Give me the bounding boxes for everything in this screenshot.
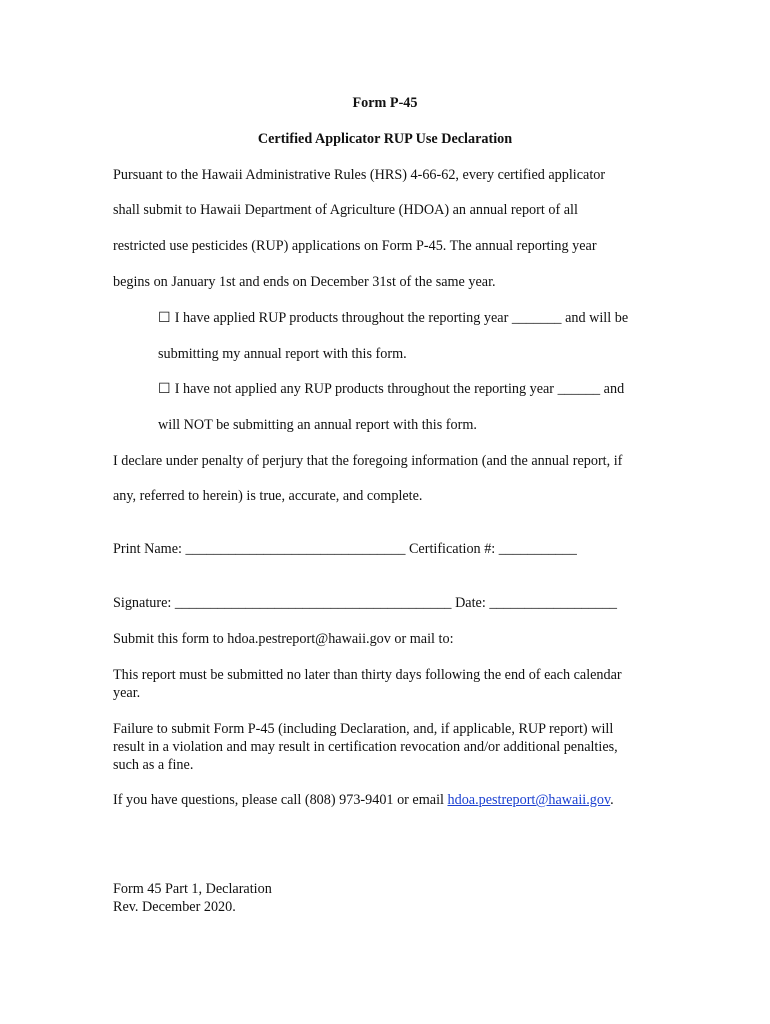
- option-not-applied-text: I have not applied any RUP products throughout the reporting year ______ and: [174, 381, 625, 397]
- deadline-line-2: year.: [113, 685, 141, 701]
- declaration-line-2: any, referred to herein) is true, accurate, and complete.: [113, 488, 423, 504]
- questions-line: [113, 791, 614, 809]
- option-applied-text: I have applied RUP products throughout the reporting year _______ and will be: [174, 310, 629, 326]
- print-name-field[interactable]: Print Name: _______________________________ Certification #: ___________: [113, 541, 577, 557]
- submit-instructions: Submit this form to hdoa.pestreport@hawaii.gov or mail to:: [113, 631, 454, 647]
- intro-line-4: begins on January 1st and ends on December 31st of the same year.: [113, 274, 496, 290]
- questions-text: If you have questions, please call (808) 973-9401 or email: [113, 792, 448, 808]
- applied-checkbox[interactable]: ☐: [158, 310, 171, 326]
- failure-line-1: Failure to submit Form P-45 (including Declaration, and, if applicable, RUP report) will: [113, 721, 614, 737]
- failure-line-3: such as a fine.: [113, 757, 194, 773]
- declaration-line-1: I declare under penalty of perjury that the foregoing information (and the annual report, if: [113, 453, 623, 469]
- form-number: Form P-45: [352, 95, 418, 111]
- email-link[interactable]: hdoa.pestreport@hawaii.gov: [447, 792, 611, 808]
- option-applied: [158, 309, 628, 327]
- intro-line-2: shall submit to Hawaii Department of Agriculture (HDOA) an annual report of all: [113, 202, 578, 218]
- intro-line-1: Pursuant to the Hawaii Administrative Rules (HRS) 4-66-62, every certified applicator: [113, 167, 606, 183]
- signature-field[interactable]: Signature: _______________________________________ Date: __________________: [113, 595, 618, 611]
- option-applied-text-2: submitting my annual report with this form.: [158, 346, 407, 362]
- footer-form-label: Form 45 Part 1, Declaration: [113, 881, 272, 897]
- option-not-applied-text-2: will NOT be submitting an annual report with this form.: [158, 417, 477, 433]
- option-not-applied: [158, 380, 624, 398]
- footer-revision: Rev. December 2020.: [113, 899, 236, 915]
- intro-line-3: restricted use pesticides (RUP) applications on Form P-45. The annual reporting year: [113, 238, 597, 254]
- not-applied-checkbox[interactable]: ☐: [158, 381, 171, 397]
- deadline-line-1: This report must be submitted no later than thirty days following the end of each calendar: [113, 667, 622, 683]
- failure-line-2: result in a violation and may result in certification revocation and/or additional penalties,: [113, 739, 618, 755]
- page-title: Certified Applicator RUP Use Declaration: [257, 131, 513, 147]
- questions-suffix: .: [610, 792, 614, 808]
